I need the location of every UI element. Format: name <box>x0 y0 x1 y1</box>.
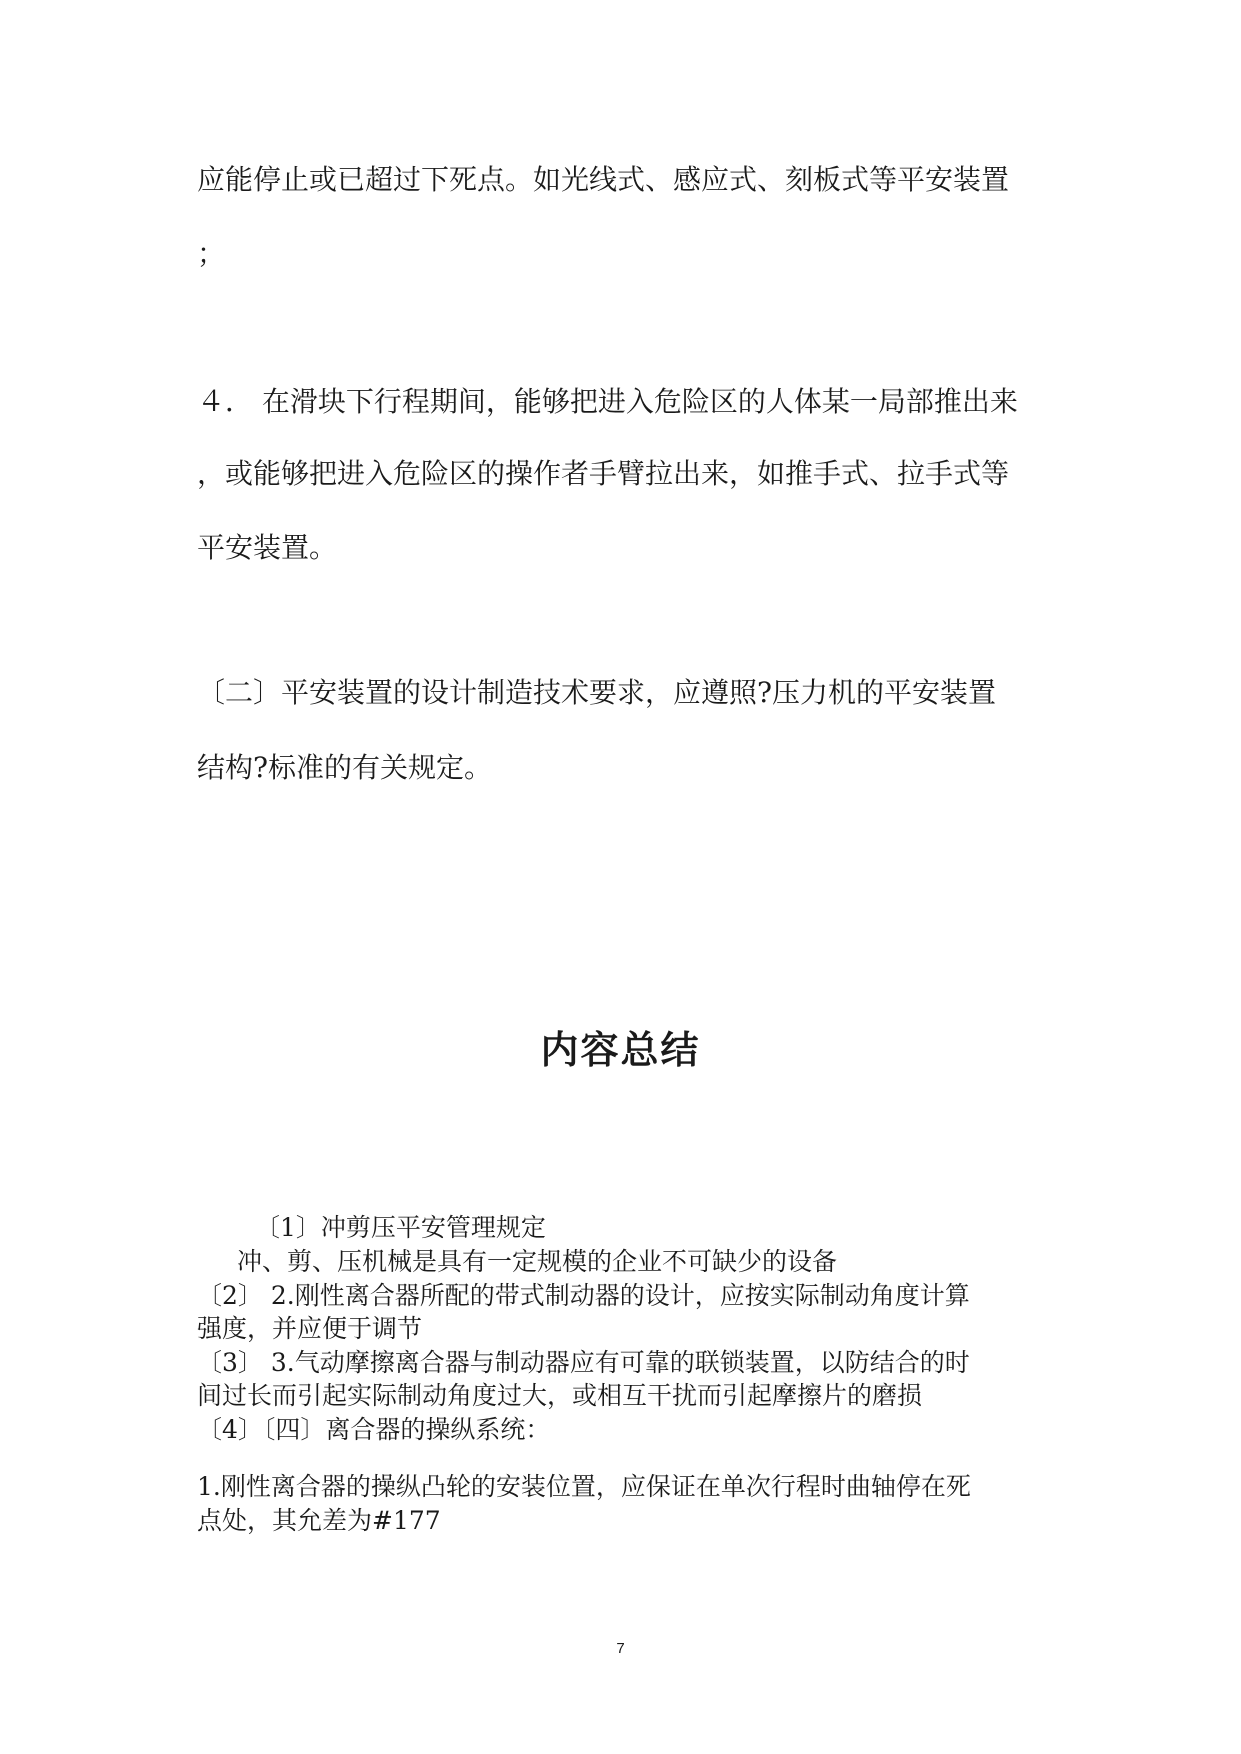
summary-line: 〔2〕 2.刚性离合器所配的带式制动器的设计，应按实际制动角度计算 <box>197 1281 970 1310</box>
page-number: 7 <box>616 1640 625 1657</box>
body-text-line: 应能停止或已超过下死点。如光线式、感应式、刻板式等平安装置 <box>197 163 1010 196</box>
body-text-line: ； <box>197 237 226 270</box>
summary-line: 间过长而引起实际制动角度过大，或相互干扰而引起摩擦片的磨损 <box>197 1381 923 1410</box>
summary-line: 冲、剪、压机械是具有一定规模的企业不可缺少的设备 <box>237 1247 838 1276</box>
summary-title: 内容总结 <box>540 1028 701 1072</box>
body-text-line: 〔二〕平安装置的设计制造技术要求，应遵照?压力机的平安装置 <box>197 676 997 709</box>
summary-line: 〔3〕 3.气动摩擦离合器与制动器应有可靠的联锁装置，以防结合的时 <box>197 1348 970 1377</box>
summary-line: 〔1〕冲剪压平安管理规定 <box>255 1213 546 1242</box>
body-text-line: ，或能够把进入危险区的操作者手臂拉出来，如推手式、拉手式等 <box>197 457 1010 490</box>
body-text-line: 结构?标准的有关规定。 <box>197 751 493 784</box>
summary-line: 强度，并应便于调节 <box>197 1314 423 1343</box>
summary-line: 1.刚性离合器的操纵凸轮的安装位置，应保证在单次行程时曲轴停在死 <box>197 1472 971 1501</box>
body-text-line: ４． 在滑块下行程期间，能够把进入危险区的人体某一局部推出来 <box>197 385 1018 418</box>
body-text-line: 平安装置。 <box>197 531 338 564</box>
summary-line: 点处，其允差为#177 <box>197 1506 441 1535</box>
summary-line: 〔4〕〔四〕离合器的操纵系统： <box>197 1415 551 1444</box>
